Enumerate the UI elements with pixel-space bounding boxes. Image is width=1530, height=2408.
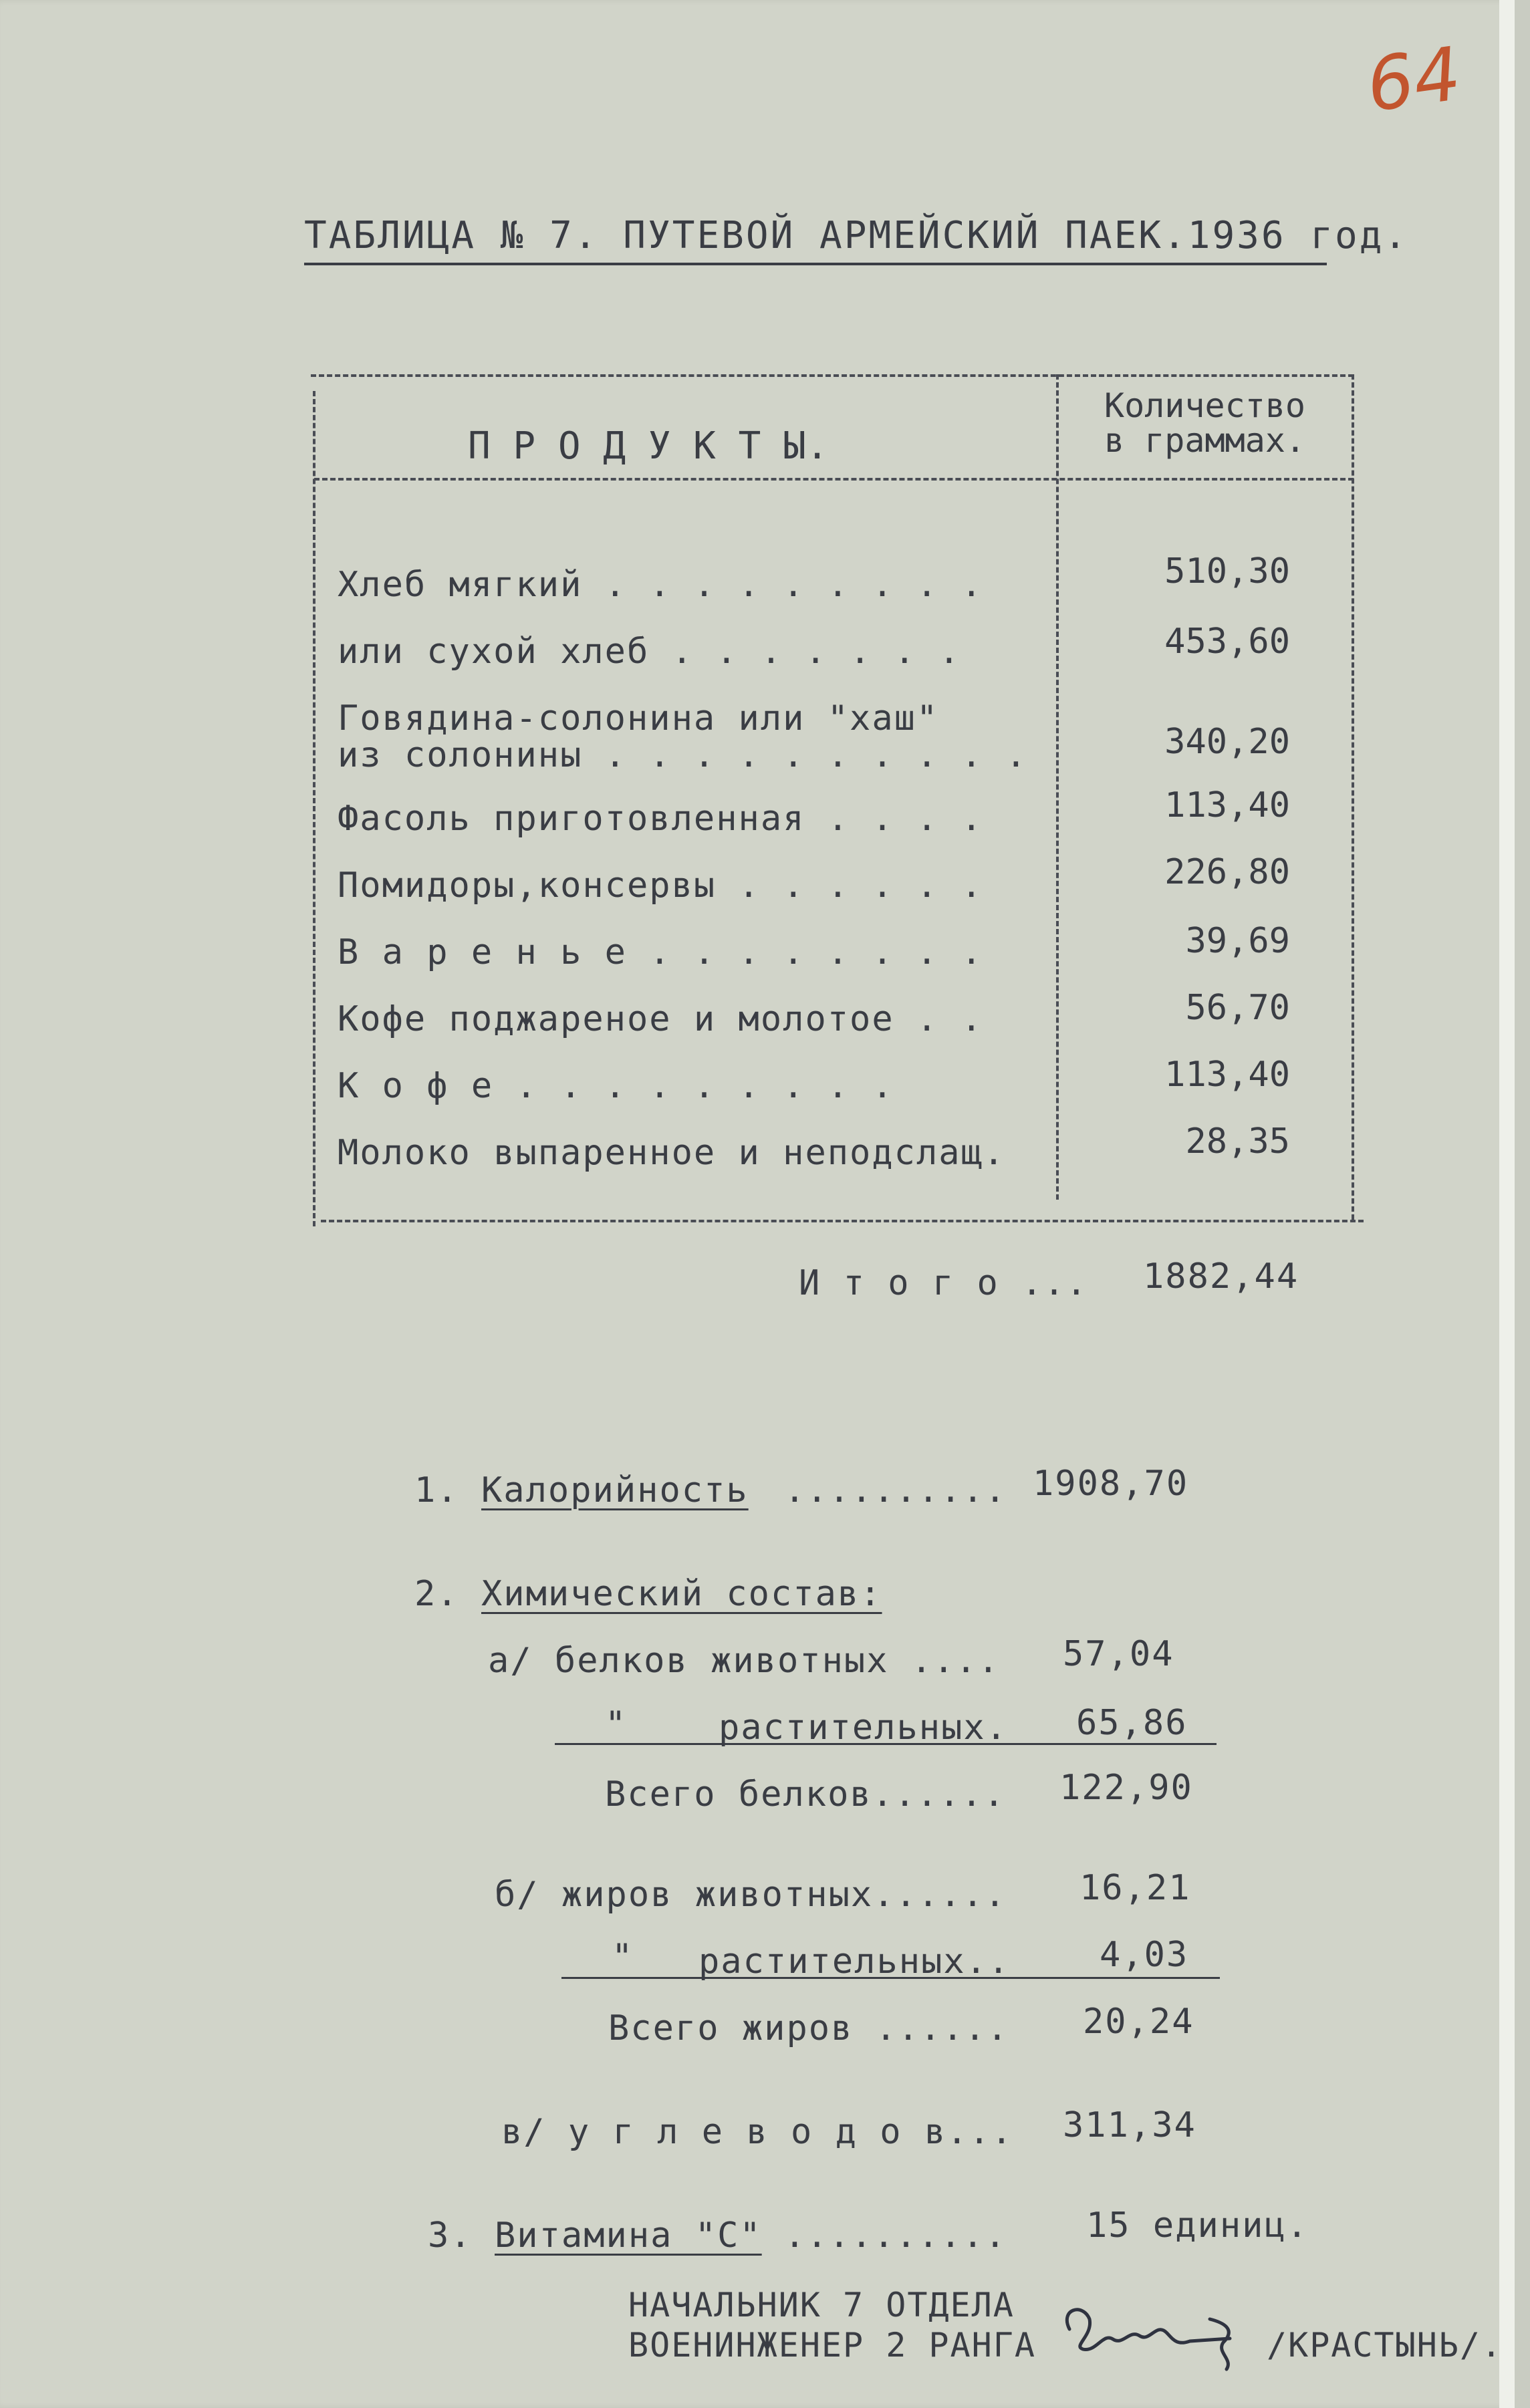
table-row-label: Кофе поджареное и молотое . .: [338, 999, 983, 1039]
table-row-value: 56,70: [1185, 988, 1290, 1028]
header-quantity-line1: Количество: [1104, 386, 1306, 425]
protein-total-value: 122,90: [1059, 1768, 1193, 1808]
fat-sum-rule: [561, 1977, 1220, 1979]
table-row-label-cont: из солонины . . . . . . . . . .: [338, 735, 1028, 775]
table-left-border: [313, 391, 315, 1226]
section-3-label: Витамина "С": [495, 2216, 762, 2256]
table-row-value: 340,20: [1164, 722, 1290, 762]
section-3-leader: ..........: [762, 2216, 1007, 2256]
table-row-label: Хлеб мягкий . . . . . . . . .: [338, 565, 983, 605]
protein-plant-ditto: ": [605, 1704, 628, 1744]
section-1-value: 1908,70: [1033, 1464, 1189, 1504]
fat-total-value: 20,24: [1083, 2002, 1194, 2042]
protein-animal-label: а/ белков животных ....: [488, 1641, 1001, 1681]
carbohydrates-value: 311,34: [1063, 2105, 1196, 2145]
protein-animal-value: 57,04: [1063, 1634, 1174, 1674]
carbohydrates-label: в/ у г л е в о д о в...: [501, 2112, 1014, 2152]
protein-plant-label: растительных.: [719, 1708, 1008, 1748]
fat-plant-value: 4,03: [1100, 1935, 1189, 1975]
table-row-label: К о ф е . . . . . . . . .: [338, 1066, 894, 1106]
fat-total-label: Всего жиров ......: [608, 2008, 1009, 2048]
table-top-border: [311, 374, 1354, 377]
protein-plant-value: 65,86: [1076, 1703, 1188, 1743]
table-row-value: 28,35: [1185, 1121, 1290, 1162]
table-column-divider: [1056, 374, 1059, 1200]
table-row-label: Помидоры,консервы . . . . . .: [338, 865, 983, 906]
protein-total-label: Всего белков......: [605, 1774, 1006, 1815]
title-underline: [304, 263, 1327, 265]
signatory-position: НАЧАЛЬНИК 7 ОТДЕЛА: [628, 2286, 1015, 2324]
table-bottom-border: [321, 1220, 1364, 1222]
total-value: 1882,44: [1143, 1256, 1299, 1297]
table-row-label: Молоко выпаренное и неподслащ.: [338, 1133, 1006, 1173]
page-edge: [1499, 0, 1515, 2408]
table-row-value: 226,80: [1164, 852, 1290, 892]
table-row-label: В а р е н ь е . . . . . . . .: [338, 932, 983, 972]
section-3-value: 15 единиц.: [1086, 2205, 1309, 2246]
signatory-rank: ВОЕНИНЖЕНЕР 2 РАНГА: [628, 2326, 1036, 2365]
section-3-number: 3.: [428, 2216, 473, 2256]
protein-sum-rule: [555, 1743, 1217, 1745]
table-right-border: [1352, 374, 1354, 1220]
table-row-label: Говядина-солонина или "хаш": [338, 698, 939, 739]
signatory-name: /КРАСТЫНЬ/.: [1267, 2326, 1503, 2365]
table-row-label: Фасоль приготовленная . . . .: [338, 799, 983, 839]
section-1-leader: ..........: [762, 1470, 1007, 1510]
table-row-label: или сухой хлеб . . . . . . .: [338, 632, 961, 672]
table-row-value: 113,40: [1164, 1055, 1290, 1095]
folio-number: 64: [1361, 30, 1467, 129]
document-title: ТАБЛИЦА № 7. ПУТЕВОЙ АРМЕЙСКИЙ ПАЕК.1936 год.: [304, 214, 1409, 257]
section-2-number: 2.: [414, 1574, 459, 1614]
table-row-value: 510,30: [1164, 551, 1290, 591]
section-1-number: 1.: [414, 1470, 459, 1510]
header-quantity-line2: в граммах.: [1104, 421, 1306, 460]
fat-plant-label: растительных..: [698, 1942, 1011, 1982]
total-label: И т о г о ...: [799, 1263, 1088, 1303]
fat-plant-ditto: ": [612, 1937, 634, 1977]
section-1-label: Калорийность: [481, 1470, 749, 1510]
fat-animal-label: б/ жиров животных......: [495, 1875, 1007, 1915]
section-2-label: Химический состав:: [481, 1574, 882, 1614]
table-row-value: 113,40: [1164, 785, 1290, 825]
table-row-value: 39,69: [1185, 921, 1290, 961]
header-products: П Р О Д У К Т Ы.: [468, 424, 829, 468]
handwritten-signature: [1056, 2282, 1277, 2376]
table-row-value: 453,60: [1164, 622, 1290, 662]
fat-animal-value: 16,21: [1079, 1868, 1191, 1908]
table-header-border: [314, 478, 1354, 481]
